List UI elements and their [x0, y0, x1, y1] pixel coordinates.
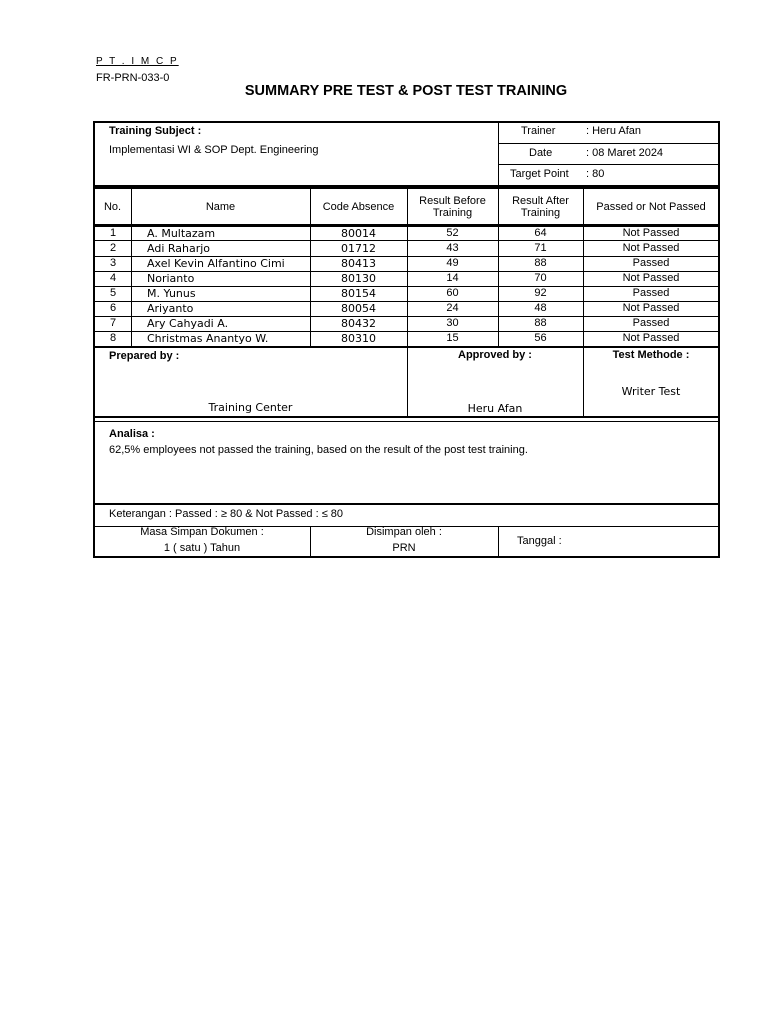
prepared-by-value: Training Center — [208, 401, 293, 414]
date-value: : 08 Maret 2024 — [586, 147, 664, 159]
row-after: 70 — [534, 272, 547, 284]
row-status: Not Passed — [622, 242, 680, 254]
approved-by-value: Heru Afan — [467, 402, 523, 415]
row-name: Axel Kevin Alfantino Cimi — [147, 257, 285, 270]
row-no: 3 — [109, 257, 117, 269]
stored-by-value: PRN — [392, 542, 416, 554]
target-point-value: : 80 — [586, 168, 605, 180]
divider — [94, 503, 719, 505]
training-subject-value: Implementasi WI & SOP Dept. Engineering — [109, 144, 319, 156]
table-row — [95, 287, 719, 302]
col-header-before-2: Training — [432, 207, 473, 219]
keterangan-note: Keterangan : Passed : ≥ 80 & Not Passed : ≤ 80 — [109, 508, 344, 520]
row-code: 80130 — [341, 272, 376, 285]
row-before: 49 — [446, 257, 459, 269]
col-header-name: Name — [205, 201, 236, 213]
row-no: 7 — [109, 317, 117, 329]
row-status: Passed — [632, 317, 670, 329]
row-before: 24 — [446, 302, 459, 314]
row-name: Adi Raharjo — [147, 242, 211, 255]
trainer-value: : Heru Afan — [586, 125, 642, 137]
divider — [498, 164, 719, 165]
analysis-text: 62,5% employees not passed the training, based on the result of the post test training. — [109, 444, 528, 456]
row-after: 88 — [534, 257, 547, 269]
retention-value: 1 ( satu ) Tahun — [163, 542, 241, 554]
row-status: Passed — [632, 287, 670, 299]
col-header-after-2: Training — [520, 207, 561, 219]
row-code: 80432 — [341, 317, 376, 330]
date-label: Date — [529, 147, 553, 159]
table-row — [95, 257, 719, 272]
row-before: 60 — [446, 287, 459, 299]
row-status: Not Passed — [622, 272, 680, 284]
row-name: Ariyanto — [147, 302, 194, 315]
row-status: Passed — [632, 257, 670, 269]
prepared-by-label: Prepared by : — [109, 350, 180, 362]
page-title: SUMMARY PRE TEST & POST TEST TRAINING — [244, 83, 568, 99]
row-code: 80014 — [341, 227, 376, 240]
target-point-label: Target Point — [510, 168, 569, 180]
divider — [498, 143, 719, 144]
divider — [498, 122, 499, 186]
divider — [94, 421, 719, 422]
row-after: 56 — [534, 332, 547, 344]
row-no: 6 — [109, 302, 117, 314]
table-row — [95, 302, 719, 317]
row-status: Not Passed — [622, 332, 680, 344]
row-name: Christmas Anantyo W. — [147, 332, 269, 345]
approved-by-label: Approved by : — [458, 349, 532, 361]
row-before: 30 — [446, 317, 459, 329]
col-header-before: Result Before — [419, 195, 486, 207]
row-name: A. Multazam — [147, 227, 216, 240]
row-status: Not Passed — [622, 302, 680, 314]
test-method-label: Test Methode : — [612, 349, 690, 361]
col-header-no: No. — [103, 201, 122, 213]
row-code: 80054 — [341, 302, 376, 315]
row-code: 80310 — [341, 332, 376, 345]
analysis-label: Analisa : — [109, 428, 155, 440]
table-row — [95, 317, 719, 332]
row-code: 80413 — [341, 257, 376, 270]
row-after: 92 — [534, 287, 547, 299]
row-status: Not Passed — [622, 227, 680, 239]
stored-by-label: Disimpan oleh : — [366, 526, 442, 538]
retention-label: Masa Simpan Dokumen : — [140, 526, 264, 538]
row-code: 80154 — [341, 287, 376, 300]
company-name: P T . I M C P — [96, 56, 179, 67]
divider — [498, 527, 499, 556]
row-code: 01712 — [341, 242, 376, 255]
row-no: 5 — [109, 287, 117, 299]
col-header-status: Passed or Not Passed — [596, 201, 706, 213]
row-no: 8 — [109, 332, 117, 344]
col-header-after: Result After — [512, 195, 569, 207]
row-after: 88 — [534, 317, 547, 329]
training-subject-label: Training Subject : — [109, 125, 202, 137]
row-before: 15 — [446, 332, 459, 344]
row-no: 1 — [109, 227, 117, 239]
row-before: 43 — [446, 242, 459, 254]
row-no: 2 — [109, 242, 117, 254]
row-name: Ary Cahyadi A. — [147, 317, 229, 330]
row-after: 64 — [534, 227, 547, 239]
row-no: 4 — [109, 272, 117, 284]
table-row — [95, 242, 719, 257]
date-footer-label: Tanggal : — [517, 535, 562, 547]
table-row — [95, 272, 719, 287]
table-row — [95, 227, 719, 242]
row-name: M. Yunus — [147, 287, 196, 300]
row-before: 52 — [446, 227, 459, 239]
divider — [94, 416, 719, 418]
test-method-value: Writer Test — [621, 385, 681, 398]
col-header-code: Code Absence — [322, 201, 395, 213]
row-after: 48 — [534, 302, 547, 314]
row-before: 14 — [446, 272, 459, 284]
row-after: 71 — [534, 242, 547, 254]
row-name: Norianto — [147, 272, 195, 285]
table-row — [95, 332, 719, 347]
trainer-label: Trainer — [521, 125, 556, 137]
form-number: FR-PRN-033-0 — [96, 72, 170, 84]
